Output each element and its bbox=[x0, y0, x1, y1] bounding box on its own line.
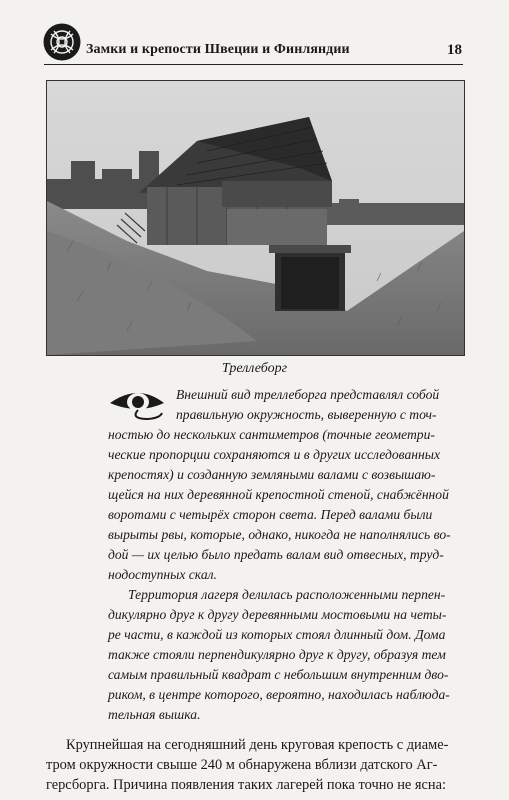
sidebar-line: ностью до нескольких сантиметров (точные геометри- bbox=[108, 427, 435, 442]
sidebar-line: ческие пропорции сохраняются и в других исследованных bbox=[108, 447, 440, 462]
sidebar-line: крепостях) и созданную земляными валами с возвышаю- bbox=[108, 467, 436, 482]
sidebar-line: также стояли перпендикулярно друг к другу, образуя тем bbox=[108, 647, 446, 662]
sidebar-line: нодоступных скал. bbox=[108, 567, 217, 582]
header-rule bbox=[44, 64, 463, 65]
sidebar-line: вырыты рвы, которые, однако, никогда не наполнялись во- bbox=[108, 527, 451, 542]
body-text-line: тром окружности свыше 240 м обнаружена вблизи датского Аг- bbox=[46, 757, 438, 773]
ornament-logo-icon bbox=[42, 22, 82, 62]
sidebar-line: тельная вышка. bbox=[108, 707, 201, 722]
sidebar-line: воротами с четырёх сторон света. Перед валами были bbox=[108, 507, 433, 522]
sidebar-line: самым правильный квадрат с небольшим внутренним дво- bbox=[108, 667, 449, 682]
eye-icon bbox=[108, 385, 168, 423]
sidebar-line: риком, в центре которого, вероятно, находилась наблюда- bbox=[108, 687, 450, 702]
body-text-line: Крупнейшая на сегодняшний день круговая крепость с диаме- bbox=[66, 737, 449, 753]
page-number: 18 bbox=[447, 42, 462, 58]
sidebar-line: Внешний вид треллеборга представлял собой bbox=[176, 387, 440, 402]
figure-caption: Треллеборг bbox=[221, 361, 288, 376]
sidebar-line: щейся на них деревянной крепостной стеной, снабжённой bbox=[108, 487, 449, 502]
body-text-line: герсборга. Причина появления таких лагерей пока точно не ясна: bbox=[46, 777, 446, 793]
trelleborg-photo bbox=[46, 80, 465, 356]
running-title: Замки и крепости Швеции и Финляндии bbox=[86, 42, 350, 57]
sidebar-line: дой — их целью было предать валам вид отвесных, труд- bbox=[108, 547, 444, 562]
sidebar-line: Территория лагеря делилась расположенными перпен- bbox=[128, 587, 446, 602]
sidebar-line: дикулярно друг к другу деревянными мостовыми на четы- bbox=[108, 607, 447, 622]
sidebar-line: ре части, в каждой из которых стоял длинный дом. Дома bbox=[108, 627, 446, 642]
sidebar-line: правильную окружность, выверенную с точ- bbox=[176, 407, 437, 422]
